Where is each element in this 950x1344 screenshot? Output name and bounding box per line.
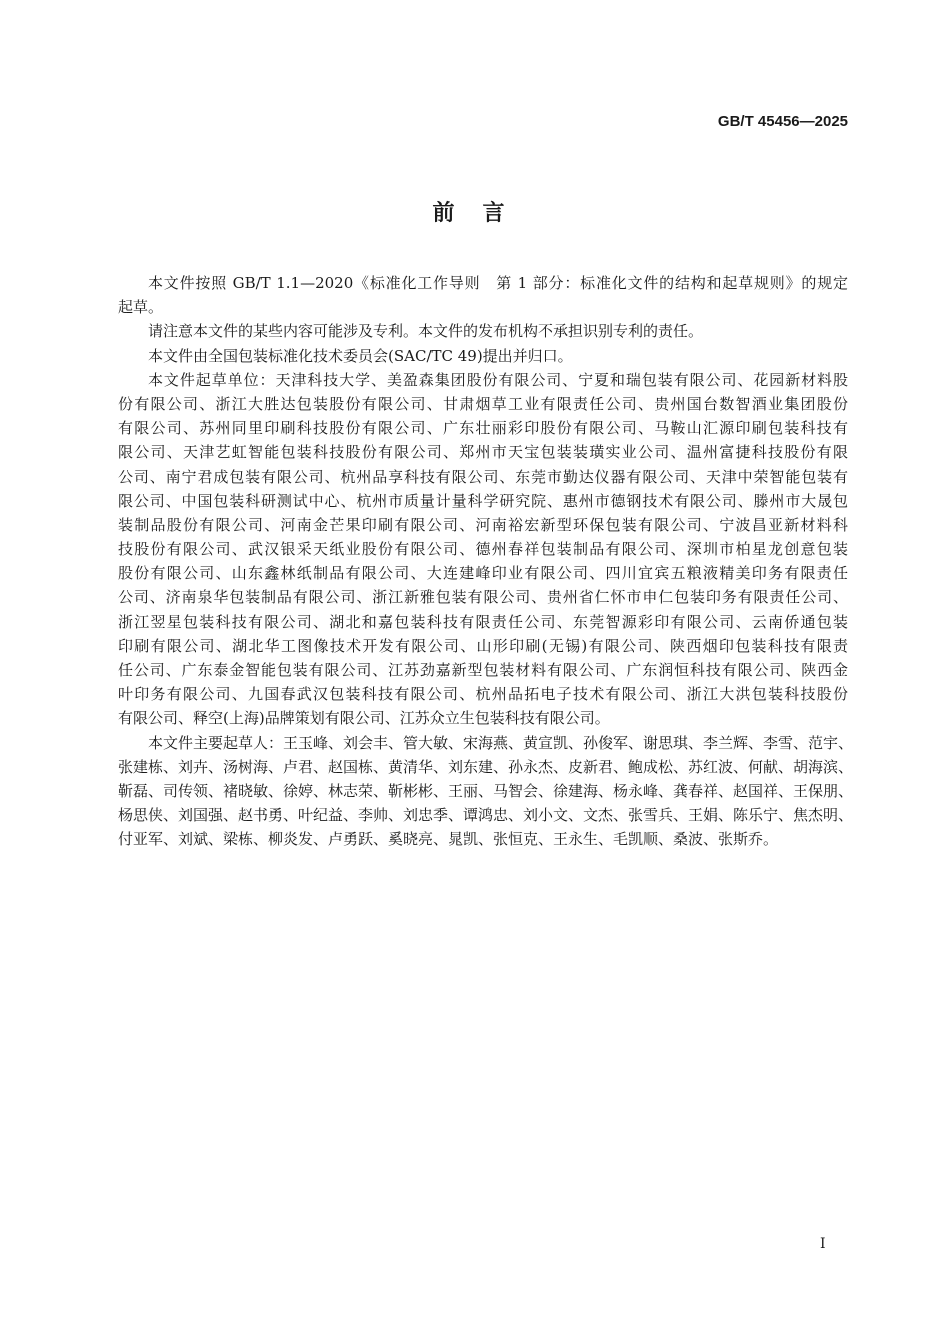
paragraph — [118, 344, 848, 368]
text-line: 付亚军、刘斌、梁栋、柳炎发、卢勇跃、奚晓亮、晁凯、张恒克、王永生、毛凯顺、桑波、张斯乔。 — [118, 830, 779, 849]
text-line: 杨思侠、刘国强、赵书勇、叶纪益、李帅、刘忠季、谭鸿忠、刘小文、文杰、张雪兵、王娟、陈乐宁、焦杰明、 — [118, 806, 854, 825]
text-line: 股份有限公司、山东鑫林纸制品有限公司、大连建峰印业有限公司、四川宜宾五粮液精美印务有限责任 — [118, 564, 848, 583]
paragraph — [118, 319, 848, 343]
text-line: 本文件按照 GB/T 1.1—2020《标准化工作导则 第 1 部分：标准化文件的结构和起草规则》的规定 — [148, 274, 848, 292]
text-line: 本文件起草单位：天津科技大学、美盈森集团股份有限公司、宁夏和瑞包装有限公司、花园新材料股 — [148, 370, 848, 389]
page-number: I — [820, 1236, 826, 1252]
text-line: 张建栋、刘卉、汤树海、卢君、赵国栋、黄清华、刘东建、孙永杰、皮新君、鲍成松、苏红波、何献、胡海滨、 — [118, 757, 854, 776]
text-line: 请注意本文件的某些内容可能涉及专利。本文件的发布机构不承担识别专利的责任。 — [148, 322, 704, 341]
text-line: 份有限公司、浙江大胜达包装股份有限公司、甘肃烟草工业有限责任公司、贵州国台数智酒业集团股份 — [118, 394, 848, 413]
text-line: 装制品股份有限公司、河南金芒果印刷有限公司、河南裕宏新型环保包装有限公司、宁波昌亚新材料科 — [118, 515, 848, 534]
text-line: 靳磊、司传领、褚晓敏、徐婷、林志荣、靳彬彬、王丽、马智会、徐建海、杨永峰、龚春祥、赵国祥、王保朋、 — [118, 781, 854, 800]
paragraph — [118, 368, 848, 731]
text-line: 任公司、广东泰金智能包装有限公司、江苏劲嘉新型包装材料有限公司、广东润恒科技有限公司、陕西金 — [118, 661, 848, 679]
text-line: 本文件主要起草人：王玉峰、刘会丰、管大敏、宋海燕、黄宣凯、孙俊军、谢思琪、李兰辉、李雪、范宇、 — [148, 733, 854, 752]
paragraph — [118, 731, 854, 852]
text-line: 限公司、中国包装科研测试中心、杭州市质量计量科学研究院、惠州市德钢技术有限公司、滕州市大晟包 — [118, 491, 848, 510]
text-line: 有限公司、苏州同里印刷科技股份有限公司、广东壮丽彩印股份有限公司、马鞍山汇源印刷包装科技有 — [118, 419, 848, 438]
text-line: 本文件由全国包装标准化技术委员会(SAC/TC 49)提出并归口。 — [148, 346, 573, 365]
text-line: 浙江翌星包装科技有限公司、湖北和嘉包装科技有限责任公司、东莞智源彩印有限公司、云南侨通包装 — [118, 612, 848, 631]
paragraph — [118, 271, 848, 319]
text-line: 起草。 — [118, 298, 164, 317]
text-line: 技股份有限公司、武汉银采天纸业股份有限公司、德州春祥包装制品有限公司、深圳市柏星龙创意包装 — [118, 540, 848, 559]
document-body — [118, 271, 854, 852]
text-line: 有限公司、释空(上海)品牌策划有限公司、江苏众立生包装科技有限公司。 — [118, 709, 610, 728]
text-line: 叶印务有限公司、九国春武汉包装科技有限公司、杭州品拓电子技术有限公司、浙江大洪包装科技股份 — [118, 685, 848, 704]
page-title: 前言 — [432, 200, 533, 226]
text-line: 限公司、天津艺虹智能包装科技股份有限公司、郑州市天宝包装装璜实业公司、温州富捷科技股份有限 — [118, 443, 848, 462]
text-line: 印刷有限公司、湖北华工图像技术开发有限公司、山形印刷(无锡)有限公司、陕西烟印包装科技有限责 — [118, 636, 848, 655]
standard-number: GB/T 45456—2025 — [717, 113, 848, 130]
text-line: 公司、南宁君成包装有限公司、杭州品享科技有限公司、东莞市勤达仪器有限公司、天津中荣智能包装有 — [118, 467, 848, 486]
text-line: 公司、济南泉华包装制品有限公司、浙江新雅包装有限公司、贵州省仁怀市申仁包装印务有限责任公司、 — [118, 588, 848, 607]
